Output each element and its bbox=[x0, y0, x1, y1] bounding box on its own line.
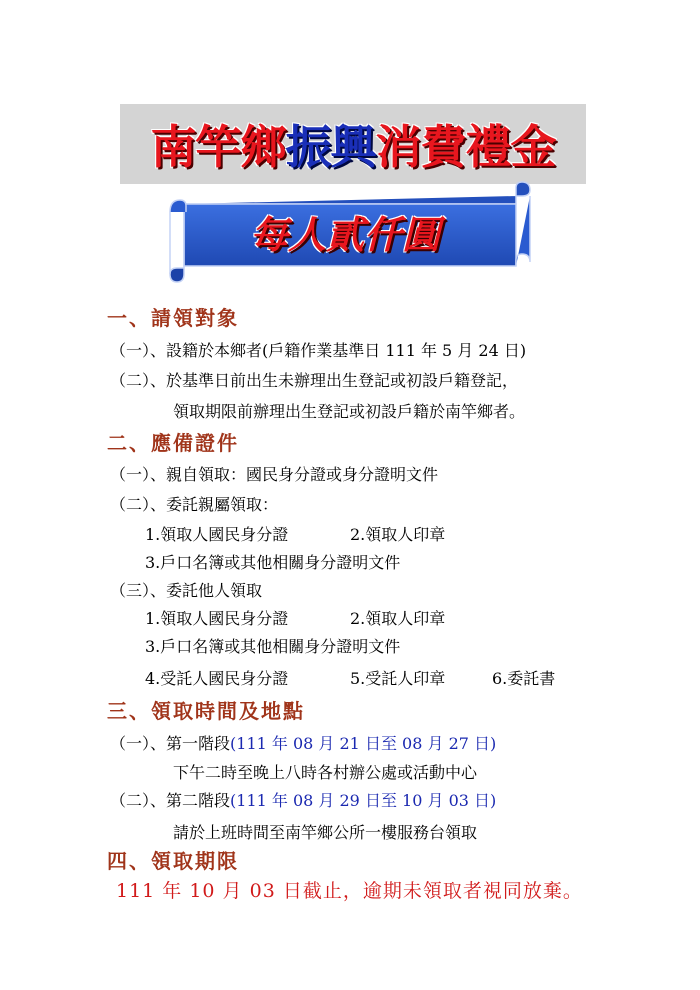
phase-1-dates: (111 年 08 月 21 日至 08 月 27 日) bbox=[230, 734, 497, 753]
documents-item-3-f: 6.委託書 bbox=[492, 669, 556, 688]
phase-2-dates: (111 年 08 月 29 日至 10 月 03 日) bbox=[230, 791, 497, 810]
phase-2-row bbox=[110, 790, 496, 812]
section-heading-eligibility: 一、請領對象 bbox=[107, 306, 239, 330]
eligibility-item-2-continued: 領取期限前辦理出生登記或初設戶籍於南竿鄉者。 bbox=[173, 402, 526, 421]
page-title bbox=[151, 111, 556, 177]
section-heading-time-place: 三、領取時間及地點 bbox=[107, 699, 305, 723]
title-banner bbox=[120, 104, 586, 184]
section-heading-deadline: 四、領取期限 bbox=[107, 849, 239, 873]
title-part-revitalize: 振興 bbox=[285, 120, 376, 174]
phase-2-detail: 請於上班時間至南竿鄉公所一樓服務台領取 bbox=[173, 823, 478, 842]
deadline-text: 111 年 10 月 03 日截止，逾期未領取者視同放棄。 bbox=[116, 880, 583, 902]
eligibility-item-1: （一）、設籍於本鄉者(戶籍作業基準日 111 年 5 月 24 日) bbox=[110, 341, 527, 360]
section-heading-documents: 二、應備證件 bbox=[107, 431, 239, 455]
documents-item-3-b: 2.領取人印章 bbox=[350, 609, 446, 628]
documents-item-2-a: 1.領取人國民身分證 bbox=[145, 525, 289, 544]
documents-item-1: （一）、親自領取：國民身分證或身分證明文件 bbox=[110, 465, 439, 484]
subtitle-amount: 每人貳仟圓 bbox=[249, 212, 440, 257]
documents-item-2-c: 3.戶口名簿或其他相關身分證明文件 bbox=[145, 553, 401, 572]
title-part-township: 南竿鄉 bbox=[150, 120, 286, 174]
documents-item-3-c: 3.戶口名簿或其他相關身分證明文件 bbox=[145, 637, 401, 656]
title-part-gift: 消費禮金 bbox=[375, 120, 556, 174]
phase-1-label: （一）、第一階段 bbox=[110, 734, 231, 753]
phase-1-detail: 下午二時至晚上八時各村辦公處或活動中心 bbox=[173, 763, 478, 782]
documents-item-3-e: 5.受託人印章 bbox=[350, 669, 446, 688]
phase-2-label: （二）、第二階段 bbox=[110, 791, 231, 810]
documents-item-3-a: 1.領取人國民身分證 bbox=[145, 609, 289, 628]
documents-item-2: （二）、委託親屬領取： bbox=[110, 495, 279, 514]
phase-1-row bbox=[110, 733, 496, 755]
documents-item-3: （三）、委託他人領取 bbox=[110, 581, 263, 600]
eligibility-item-2: （二）、於基準日前出生未辦理出生登記或初設戶籍登記， bbox=[110, 371, 519, 390]
documents-item-3-d: 4.受託人國民身分證 bbox=[145, 669, 289, 688]
documents-item-2-b: 2.領取人印章 bbox=[350, 525, 446, 544]
